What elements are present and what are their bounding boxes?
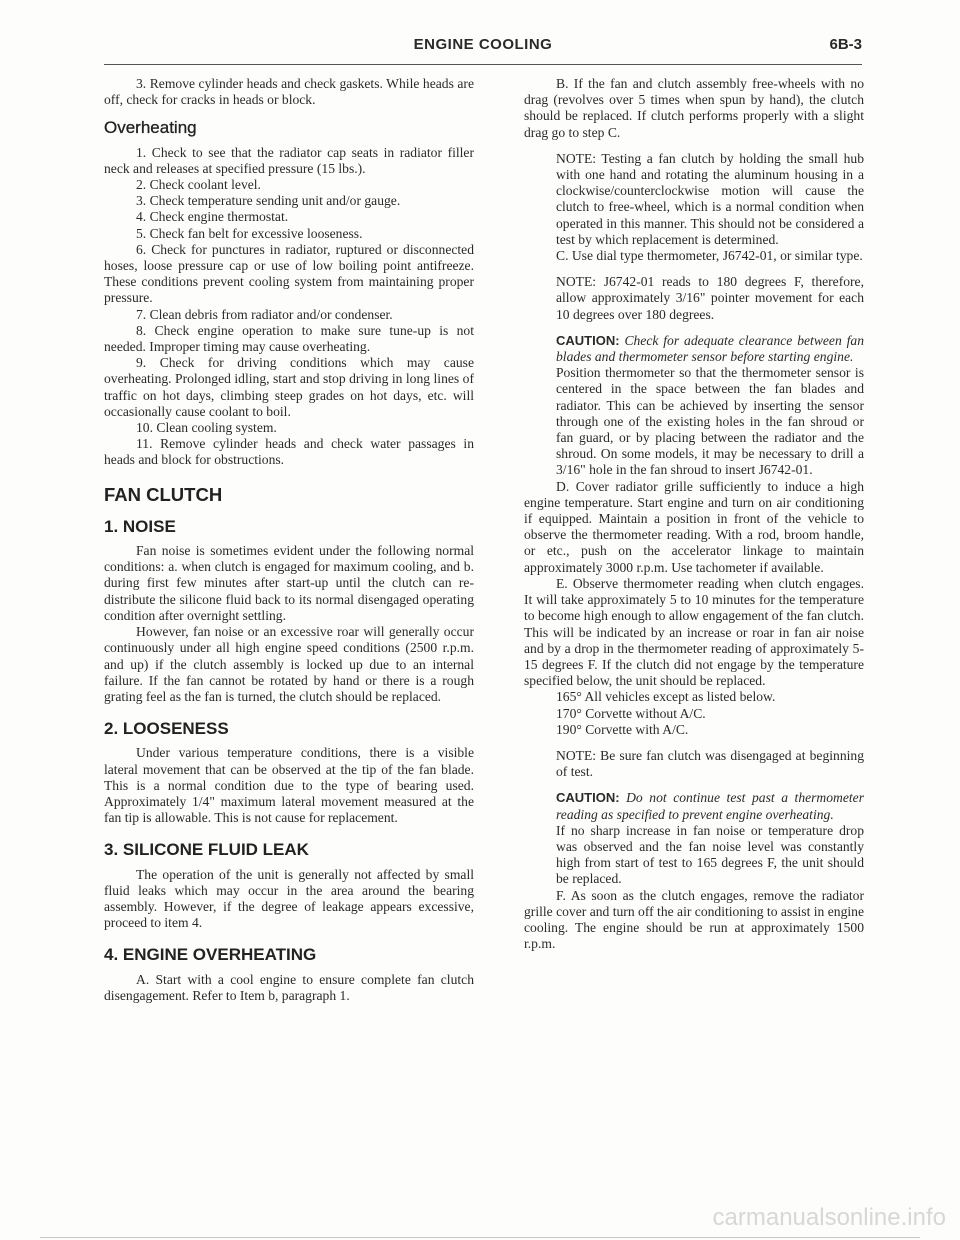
note-1: NOTE: Testing a fan clutch by holding the small hub with one hand and rotating the aluminum housing in a clockwise/counterclockwise motion will cause the clutch to free-wheel, which is a normal condition when operated in this manner. This should not be considered a test by which replacement is determined. — [556, 150, 864, 247]
right-column — [524, 76, 864, 952]
step-d-paragraph: D. Cover radiator grille sufficiently to induce a high engine temperature. Start engine and turn on air conditioning if equipped. Maintain a position in front of the vehicle to observe the thermometer reading. With a rod, broom handle, or etc., push on the accelerator linkage to maintain approximately 3000 r.p.m. Use tachometer if available. — [524, 478, 864, 575]
no-sharp-increase-paragraph: If no sharp increase in fan noise or temperature drop was observed and the fan noise level was constantly high from start of test to 165 degrees F, the unit should be replaced. — [556, 822, 864, 887]
temp-item: 165° All vehicles except as listed below. — [556, 689, 776, 705]
list-item: 7. Clean debris from radiator and/or condenser. — [136, 306, 393, 322]
header-rule — [104, 64, 862, 65]
position-paragraph: Position thermometer so that the thermometer sensor is centered in the space between the fan blades and radiator. This can be achieved by inserting the sensor through one of the existing holes in the fan shroud or fan guard, or by placing between the radiator and the shroud. On some models, it may be necessary to drill a 3/16" hole in the fan shroud to insert J6742-01. — [556, 365, 864, 478]
left-column — [104, 76, 474, 1004]
temp-item: 190° Corvette with A/C. — [556, 721, 689, 737]
intro-paragraph: 3. Remove cylinder heads and check gaskets. While heads are off, check for cracks in heads or block. — [104, 76, 474, 108]
noise-paragraph-2: However, fan noise or an excessive roar will generally occur continuously under all high engine speed conditions (2500 r.p.m. and up) if the clutch assembly is locked up due to an internal failure. If the fan cannot be rotated by hand or there is a rough grating feel as the fan is turned, the clutch should be replaced. — [104, 624, 474, 704]
heading-overheating: Overheating — [104, 118, 197, 138]
scan-edge-line — [40, 1237, 920, 1238]
noise-paragraph-1: Fan noise is sometimes evident under the following normal conditions: a. when clutch is engaged for maximum cooling, and b. during first few minutes after start-up until the clutch can re-distribute the silicone fluid back to its normal disengaged operating condition after overnight settling. — [104, 543, 474, 623]
list-item: 1. Check to see that the radiator cap seats in radiator filler neck and releases at specified pressure (15 lbs.). — [104, 144, 474, 176]
watermark: carmanualsonline.info — [712, 1204, 946, 1231]
step-c-paragraph: C. Use dial type thermometer, J6742-01, or similar type. — [556, 248, 863, 264]
header-title: ENGINE COOLING — [413, 36, 553, 53]
heading-fan-clutch: FAN CLUTCH — [104, 483, 223, 505]
list-item: 3. Check temperature sending unit and/or gauge. — [136, 193, 401, 209]
caution-2-text: Do not continue test past a thermometer reading as specified to prevent engine overheating. — [556, 790, 865, 822]
step-e-paragraph: E. Observe thermometer reading when clutch engages. It will take approximately 5 to 10 minutes for the temperature to become high enough to allow engagement of the fan clutch. This will be indicated by an increase or roar in fan air noise and by a drop in the thermometer reading of approximately 5-15 degrees F. If the clutch did not engage by the temperature specified below, the unit should be replaced. — [524, 575, 864, 689]
heading-looseness: 2. LOOSENESS — [104, 719, 229, 739]
caution-1-text: Check for adequate clearance between fan blades and thermometer sensor before starting engine. — [556, 332, 864, 365]
heading-noise: 1. NOISE — [104, 516, 176, 536]
page-header — [104, 36, 862, 58]
list-item: 11. Remove cylinder heads and check water passages in heads and block for obstructions. — [104, 436, 474, 468]
caution-2 — [524, 790, 864, 822]
caution-2-label: CAUTION: — [556, 790, 620, 806]
note-2: NOTE: J6742-01 reads to 180 degrees F, therefore, allow approximately 3/16" pointer movement for each 10 degrees over 180 degrees. — [556, 274, 864, 322]
looseness-paragraph: Under various temperature conditions, there is a visible lateral movement that can be observed at the tip of the fan blade. This is a normal condition due to the type of bearing used. Approximately 1/4" maximum lateral movement measured at the fan tip is allowable. This is not cause for replacement. — [104, 745, 474, 826]
heading-engine-overheating: 4. ENGINE OVERHEATING — [104, 945, 317, 965]
list-item: 4. Check engine thermostat. — [136, 209, 289, 225]
list-item: 2. Check coolant level. — [136, 177, 261, 193]
list-item: 9. Check for driving conditions which may cause overheating. Prolonged idling, start and stop driving in long lines of traffic on hot days, climbing steep grades on hot days, etc. will occasionally cause coolant to boil. — [104, 355, 474, 419]
step-f-paragraph: F. As soon as the clutch engages, remove the radiator grille cover and turn off the air conditioning to assist in engine cooling. The engine should be run at approximately 1500 r.p.m. — [524, 887, 864, 952]
engine-overheating-paragraph: A. Start with a cool engine to ensure complete fan clutch disengagement. Refer to Item b, paragraph 1. — [104, 971, 474, 1003]
step-b-paragraph: B. If the fan and clutch assembly free-wheels with no drag (revolves over 5 times when spun by hand), the clutch should be replaced. If clutch performs properly with a slight drag go to step C. — [524, 76, 864, 140]
list-item: 6. Check for punctures in radiator, ruptured or disconnected hoses, loose pressure cap or use of low boiling point antifreeze. These conditions prevent cooling system from maintaining proper pressure. — [104, 241, 474, 306]
list-item: 10. Clean cooling system. — [136, 420, 277, 436]
page-number: 6B-3 — [829, 36, 862, 53]
list-item: 5. Check fan belt for excessive looseness. — [136, 225, 363, 241]
heading-silicone-fluid-leak: 3. SILICONE FLUID LEAK — [104, 840, 309, 860]
silicone-paragraph: The operation of the unit is generally not affected by small fluid leaks which may occur in the area around the bearing assembly. However, if the degree of leakage appears excessive, proceed to item 4. — [104, 866, 474, 931]
list-item: 8. Check engine operation to make sure tune-up is not needed. Improper timing may cause overheating. — [104, 322, 474, 355]
caution-1-label: CAUTION: — [556, 332, 620, 348]
caution-1 — [524, 333, 864, 365]
temp-item: 170° Corvette without A/C. — [556, 705, 706, 721]
note-3: NOTE: Be sure fan clutch was disengaged at beginning of test. — [556, 747, 864, 780]
